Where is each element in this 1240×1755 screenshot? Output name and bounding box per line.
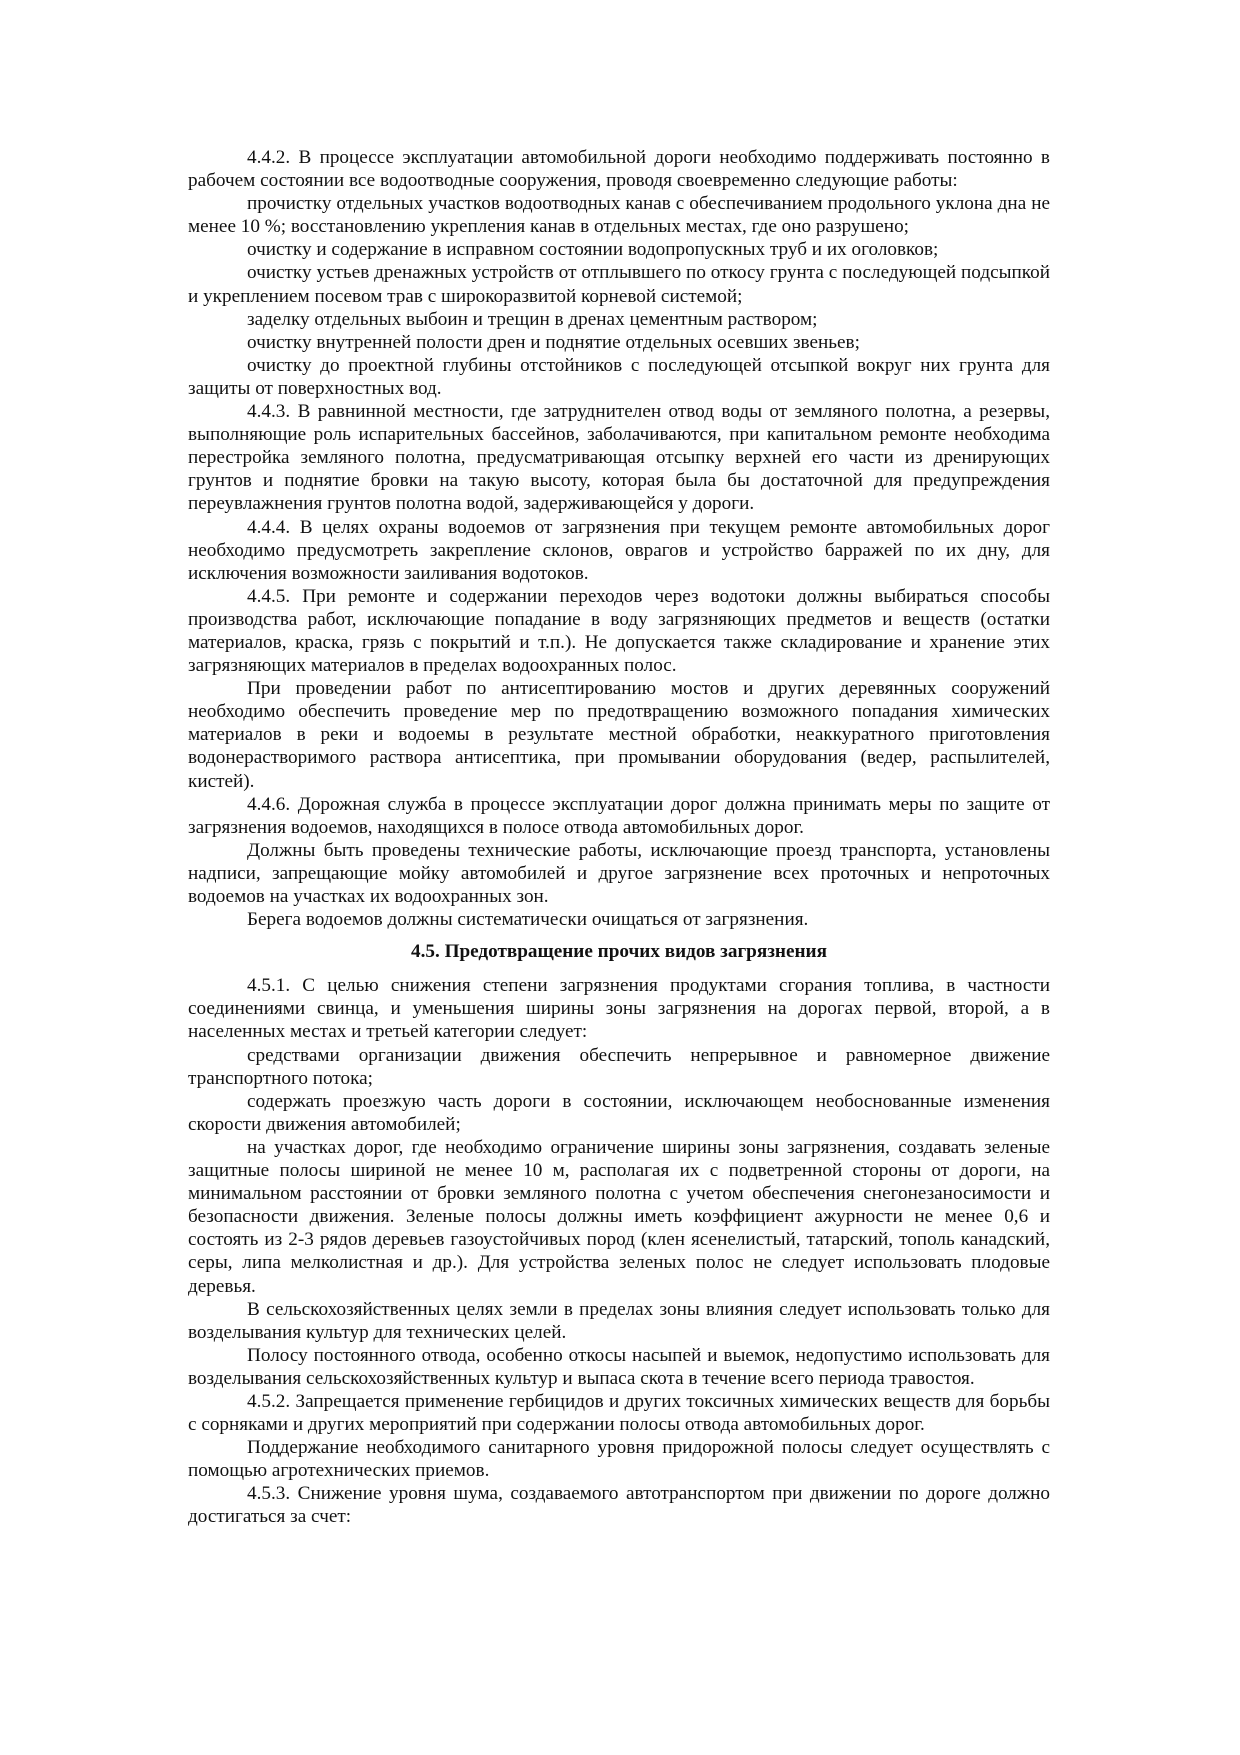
paragraph: 4.5.2. Запрещается применение гербицидов и других токсичных химических веществ для борьбы с сорняками и других мероприятий при содержании полосы отвода автомобильных дорог.	[188, 1390, 1050, 1436]
paragraph: 4.4.5. При ремонте и содержании переходов через водотоки должны выбираться способы производства работ, исключающие попадание в воду загрязняющих предметов и веществ (остатки материалов, краска, грязь с покрытий и т.п.). Не допускается также складирование и хранение этих загрязняющих материалов в пределах водоохранных полос.	[188, 585, 1050, 677]
paragraph: Должны быть проведены технические работы, исключающие проезд транспорта, установлены надписи, запрещающие мойку автомобилей и другое загрязнение всех проточных и непроточных водоемов на участках их водоохранных зон.	[188, 839, 1050, 907]
paragraph: прочистку отдельных участков водоотводных канав с обеспечиванием продольного уклона дна не менее 10 %; восстановлению укрепления канав в отдельных местах, где оно разрушено;	[188, 193, 1050, 238]
paragraph: Поддержание необходимого санитарного уровня придорожной полосы следует осуществлять с помощью агротехнических приемов.	[188, 1437, 1050, 1482]
document-page	[188, 146, 1050, 1529]
paragraph: 4.4.3. В равнинной местности, где затруднителен отвод воды от земляного полотна, а резервы, выполняющие роль испарительных бассейнов, заболачиваются, при капитальном ремонте необходима перестройка земляного полотна, предусматривающая отсыпку верхней его части из дренирующих грунтов и поднятие бровки на такую высоту, которая была бы достаточной для предупреждения переувлажнения грунтов полотна водой, задерживающейся у дороги.	[188, 401, 1050, 515]
paragraph: 4.5.1. С целью снижения степени загрязнения продуктами сгорания топлива, в частности соединениями свинца, и уменьшения ширины зоны загрязнения на дорогах первой, второй, а в населенных местах и третьей категории следует:	[188, 975, 1050, 1043]
paragraph: Берега водоемов должны систематически очищаться от загрязнения.	[247, 909, 809, 931]
paragraph: средствами организации движения обеспечить непрерывное и равномерное движение транспортного потока;	[188, 1044, 1050, 1089]
paragraph: 4.5.3. Снижение уровня шума, создаваемого автотранспортом при движении по дороге должно достигаться за счет:	[188, 1483, 1050, 1528]
paragraph: очистку до проектной глубины отстойников с последующей отсыпкой вокруг них грунта для защиты от поверхностных вод.	[188, 354, 1050, 399]
paragraph: на участках дорог, где необходимо ограничение ширины зоны загрязнения, создавать зеленые защитные полосы шириной не менее 10 м, располагая их с подветренной стороны от дороги, на минимальном расстоянии от бровки земляного полотна с учетом обеспечения снегонезаносимости и безопасности движения. Зеленые полосы должны иметь коэффициент ажурности не менее 0,6 и состоять из 2-3 рядов деревьев газоустойчивых пород (клен ясенелистый, татарский, тополь канадский, серы, липа мелколистная и др.). Для устройства зеленых полос не следует использовать плодовые деревья.	[188, 1136, 1050, 1297]
paragraph: очистку внутренней полости дрен и поднятие отдельных осевших звеньев;	[247, 331, 860, 353]
paragraph: При проведении работ по антисептированию мостов и других деревянных сооружений необходимо обеспечить проведение мер по предотвращению возможного попадания химических материалов в реки и водоемы в результате местной обработки, неаккуратного приготовления водонерастворимого раствора антисептика, при промывании оборудования (ведер, распылителей, кистей).	[188, 678, 1050, 792]
paragraph: заделку отдельных выбоин и трещин в дренах цементным раствором;	[247, 308, 818, 330]
section-heading: 4.5. Предотвращение прочих видов загрязнения	[410, 941, 827, 963]
paragraph: очистку и содержание в исправном состоянии водопропускных труб и их оголовков;	[247, 239, 939, 261]
paragraph: 4.4.6. Дорожная служба в процессе эксплуатации дорог должна принимать меры по защите от загрязнения водоемов, находящихся в полосе отвода автомобильных дорог.	[188, 793, 1050, 838]
paragraph: содержать проезжую часть дороги в состоянии, исключающем необоснованные изменения скорости движения автомобилей;	[188, 1090, 1050, 1135]
paragraph: 4.4.4. В целях охраны водоемов от загрязнения при текущем ремонте автомобильных дорог необходимо предусмотреть закрепление склонов, оврагов и устройство барражей по их дну, для исключения возможности заиливания водотоков.	[188, 516, 1050, 584]
paragraph: В сельскохозяйственных целях земли в пределах зоны влияния следует использовать только для возделывания культур для технических целей.	[188, 1298, 1050, 1343]
paragraph: 4.4.2. В процессе эксплуатации автомобильной дороги необходимо поддерживать постоянно в рабочем состоянии все водоотводные сооружения, проводя своевременно следующие работы:	[188, 147, 1050, 192]
paragraph: очистку устьев дренажных устройств от отплывшего по откосу грунта с последующей подсыпкой и укреплением посевом трав с широкоразвитой корневой системой;	[188, 262, 1050, 307]
paragraph: Полосу постоянного отвода, особенно откосы насыпей и выемок, недопустимо использовать для возделывания сельскохозяйственных культур и выпаса скота в течение всего периода травостоя.	[188, 1344, 1050, 1389]
